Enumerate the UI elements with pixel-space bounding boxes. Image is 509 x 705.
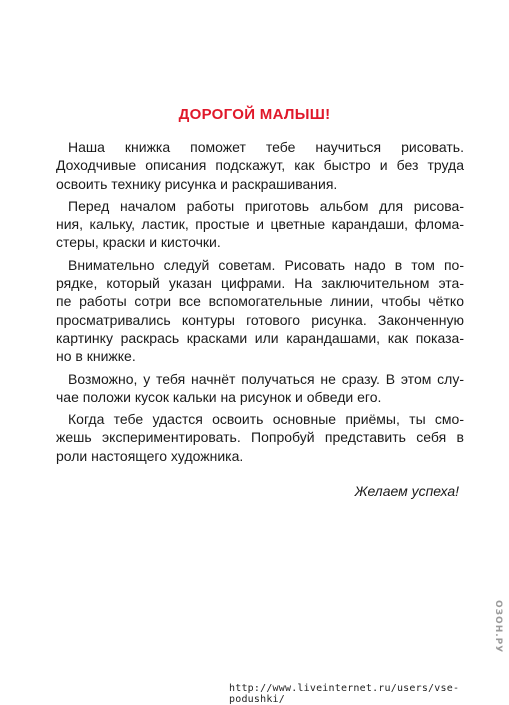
side-stamp — [491, 600, 505, 696]
paragraph-1 — [56, 138, 464, 193]
text-line: просматривались контуры готового рисунка. Законченную — [56, 311, 464, 328]
closing-wish: Желаем успеха! — [354, 483, 459, 499]
text-line: стеры, краски и кисточки. — [56, 234, 221, 251]
text-line: ния, кальку, ластик, простые и цветные карандаши, флома- — [56, 216, 464, 233]
text-line: роли настоящего художника. — [56, 447, 244, 464]
text-line: жешь экспериментировать. Попробуй представить себя в — [56, 429, 464, 446]
paragraph-2 — [56, 197, 464, 252]
side-stamp-text: ОЗОН.РУ — [493, 600, 503, 654]
text-line: чае положи кусок кальки на рисунок и обведи его. — [56, 388, 382, 405]
watermark-url: http://www.liveinternet.ru/users/vse-podushki/ — [229, 683, 460, 705]
text-line: Наша книжка поможет тебе научиться рисовать. — [68, 139, 464, 155]
text-line: но в книжке. — [56, 348, 136, 365]
text-line: Возможно, у тебя начнёт получаться не сразу. В этом слу- — [68, 370, 464, 387]
text-line: рядке, который указан цифрами. На заключительном эта- — [56, 275, 464, 292]
text-line: картинку раскрась красками или карандашами, как показа- — [56, 329, 464, 346]
text-line: Внимательно следуй советам. Рисовать надо в том по- — [68, 256, 464, 273]
body-text — [56, 138, 464, 469]
paragraph-4 — [56, 370, 464, 407]
page-title: ДОРОГОЙ МАЛЫШ! — [178, 106, 331, 123]
text-line: Перед началом работы приготовь альбом для рисова- — [68, 197, 464, 214]
paragraph-3 — [56, 256, 464, 366]
text-line: освоить технику рисунка и раскрашивания. — [56, 175, 338, 192]
paragraph-5 — [56, 410, 464, 465]
text-line: Доходчивые описания подскажут, как быстро и без труда — [56, 157, 464, 174]
text-line: Когда тебе удастся освоить основные приёмы, ты смо- — [68, 411, 464, 428]
text-line: пе работы сотри все вспомогательные линии, чтобы чётко — [56, 293, 464, 310]
